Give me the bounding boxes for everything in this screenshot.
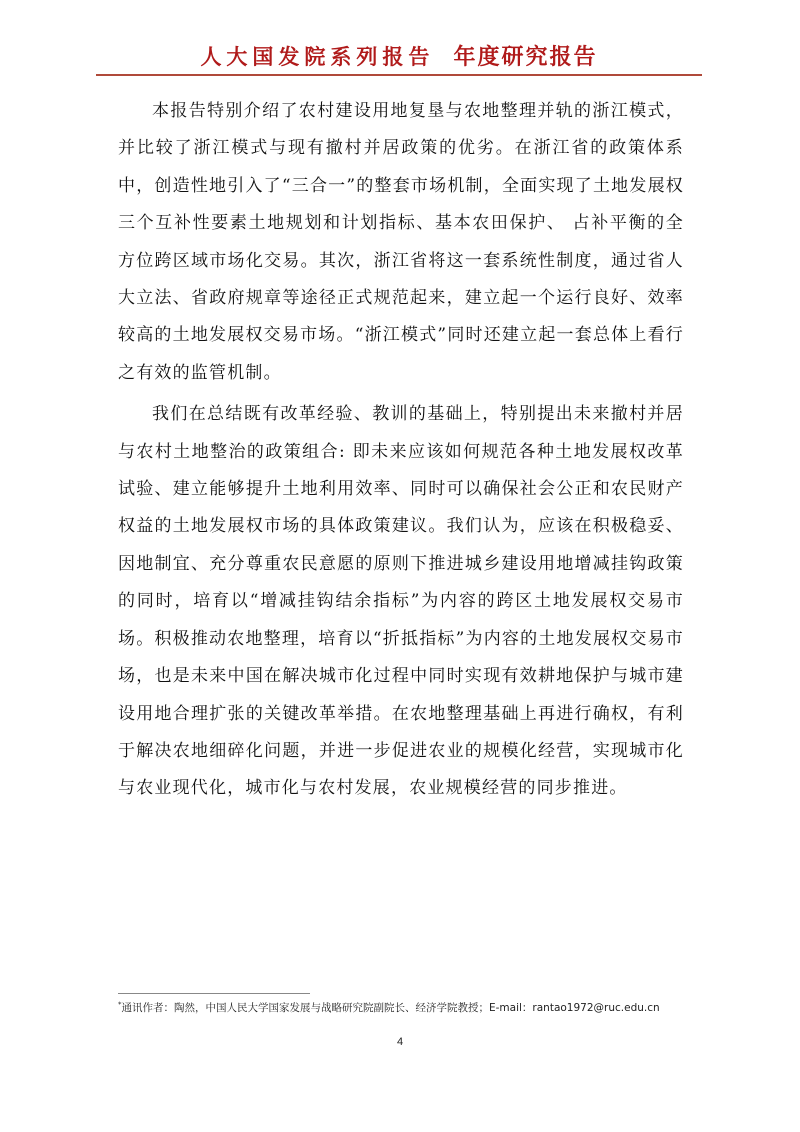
footnote-text: 通讯作者：陶然，中国人民大学国家发展与战略研究院副院长、经济学院教授；E-mail：rantao1972@ruc.edu.cn <box>121 1002 660 1014</box>
footnote <box>118 1000 698 1015</box>
report-series-title: 人大国发院系列报告 <box>200 44 435 69</box>
page-number: 4 <box>396 1036 404 1048</box>
paragraph-1: 本报告特别介绍了农村建设用地复垦与农地整理并轨的浙江模式，并比较了浙江模式与现有撤村并居政策的优劣。在浙江省的政策体系中，创造性地引入了“三合一”的整套市场机制，全面实现了土地发展权三个互补性要素土地规划和计划指标、基本农田保护、 占补平衡的全方位跨区域市场化交易。其次，浙江省将这一套系统性制度，通过省人大立法、省政府规章等途径正式规范起来，建立起一个运行良好、效率较高的土地发展权交易市场。“浙江模式”同时还建立起一套总体上看行之有效的监管机制。 <box>118 101 684 383</box>
footnote-marker: * <box>118 1000 122 1009</box>
header-divider <box>96 74 702 76</box>
report-subtitle: 年度研究报告 <box>453 44 598 70</box>
footnote-divider <box>118 993 310 994</box>
paragraph-2: 我们在总结既有改革经验、教训的基础上，特别提出未来撤村并居与农村土地整治的政策组合: 即未来应该如何规范各种土地发展权改革试验、建立能够提升土地利用效率、同时可以确保社会公正和农民财产权益的土地发展权市场的具体政策建议。我们认为，应该在积极稳妥、因地制宜、充分尊重农民意愿的原则下推进城乡建设用地增减挂钩政策的同时，培育以“增减挂钩结余指标”为内容的跨区土地发展权交易市场。积极推动农地整理，培育以“折抵指标”为内容的土地发展权交易市场，也是未来中国在解决城市化过程中同时实现有效耕地保护与城市建设用地合理扩张的关键改革举措。在农地整理基础上再进行确权，有利于解决农地细碎化问题，并进一步促进农业的规模化经营，实现城市化与农业现代化，城市化与农村发展，农业规模经营的同步推进。 <box>118 404 684 799</box>
main-text <box>118 93 684 808</box>
running-header <box>96 40 702 74</box>
